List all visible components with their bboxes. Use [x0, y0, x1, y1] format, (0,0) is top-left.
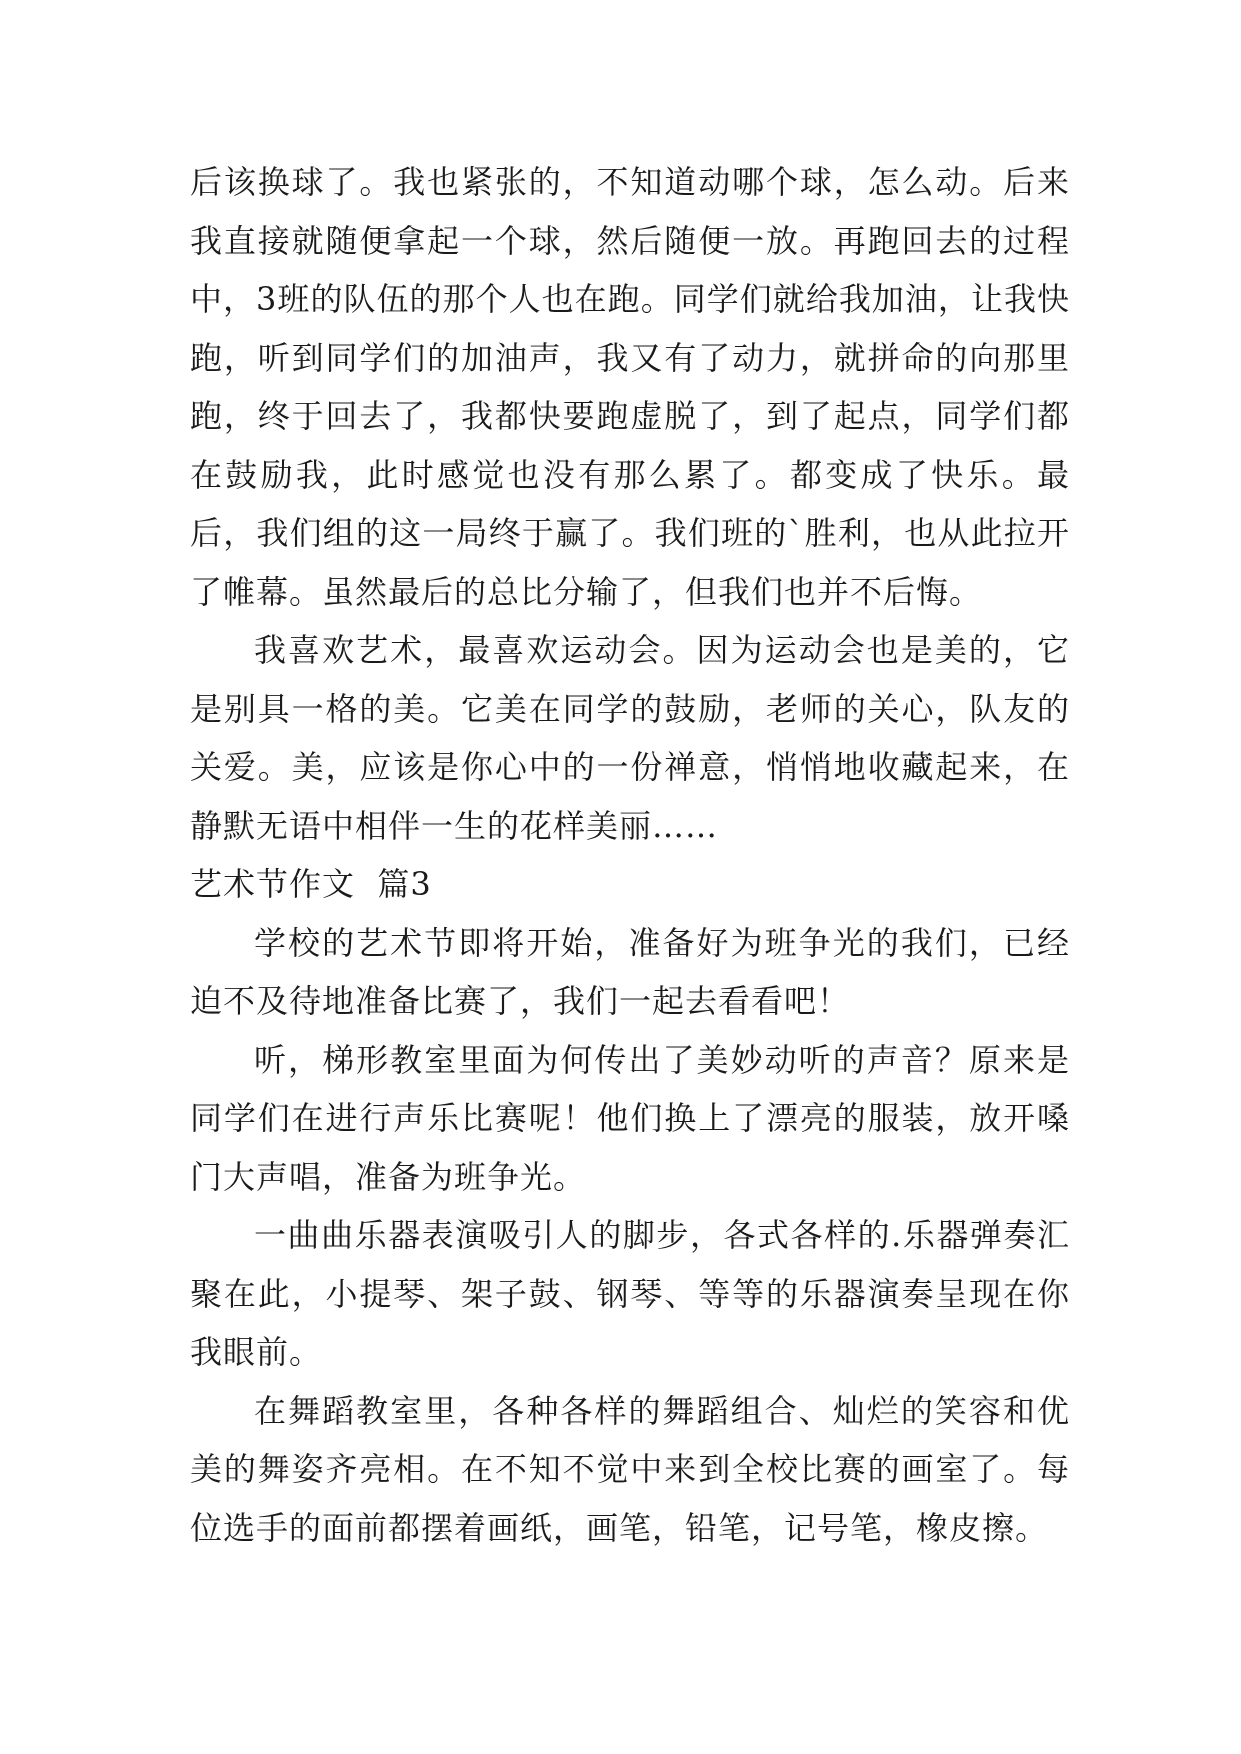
paragraph-2: 我喜欢艺术，最喜欢运动会。因为运动会也是美的，它是别具一格的美。它美在同学的鼓励，老师的关心，队友的关爱。美，应该是你心中的一份禅意，悄悄地收藏起来，在静默无语中相伴一生的花样美丽……: [190, 631, 1070, 845]
section-paragraph-2: 听，梯形教室里面为何传出了美妙动听的声音？原来是同学们在进行声乐比赛呢！他们换上了漂亮的服装，放开嗓门大声唱，准备为班争光。: [190, 1040, 1070, 1196]
section-title: 艺术节作文 篇3: [190, 865, 432, 903]
document-body: [190, 153, 1070, 1557]
section-paragraph-4: 在舞蹈教室里，各种各样的舞蹈组合、灿烂的笑容和优美的舞姿齐亮相。在不知不觉中来到全校比赛的画室了。每位选手的面前都摆着画纸，画笔，铅笔，记号笔，橡皮擦。: [190, 1391, 1070, 1547]
section-paragraph-3: 一曲曲乐器表演吸引人的脚步，各式各样的.乐器弹奏汇聚在此，小提琴、架子鼓、钢琴、等等的乐器演奏呈现在你我眼前。: [190, 1216, 1070, 1371]
section-paragraph-1: 学校的艺术节即将开始，准备好为班争光的我们，已经迫不及待地准备比赛了，我们一起去看看吧！: [190, 923, 1070, 1020]
paragraph-1: 后该换球了。我也紧张的，不知道动哪个球，怎么动。后来我直接就随便拿起一个球，然后随便一放。再跑回去的过程中，3班的队伍的那个人也在跑。同学们就给我加油，让我快跑，听到同学们的加油声，我又有了动力，就拼命的向那里跑，终于回去了，我都快要跑虚脱了，到了起点，同学们都在鼓励我，此时感觉也没有那么累了。都变成了快乐。最后，我们组的这一局终于赢了。我们班的`胜利，也从此拉开了帷幕。虽然最后的总比分输了，但我们也并不后悔。: [190, 163, 1070, 611]
